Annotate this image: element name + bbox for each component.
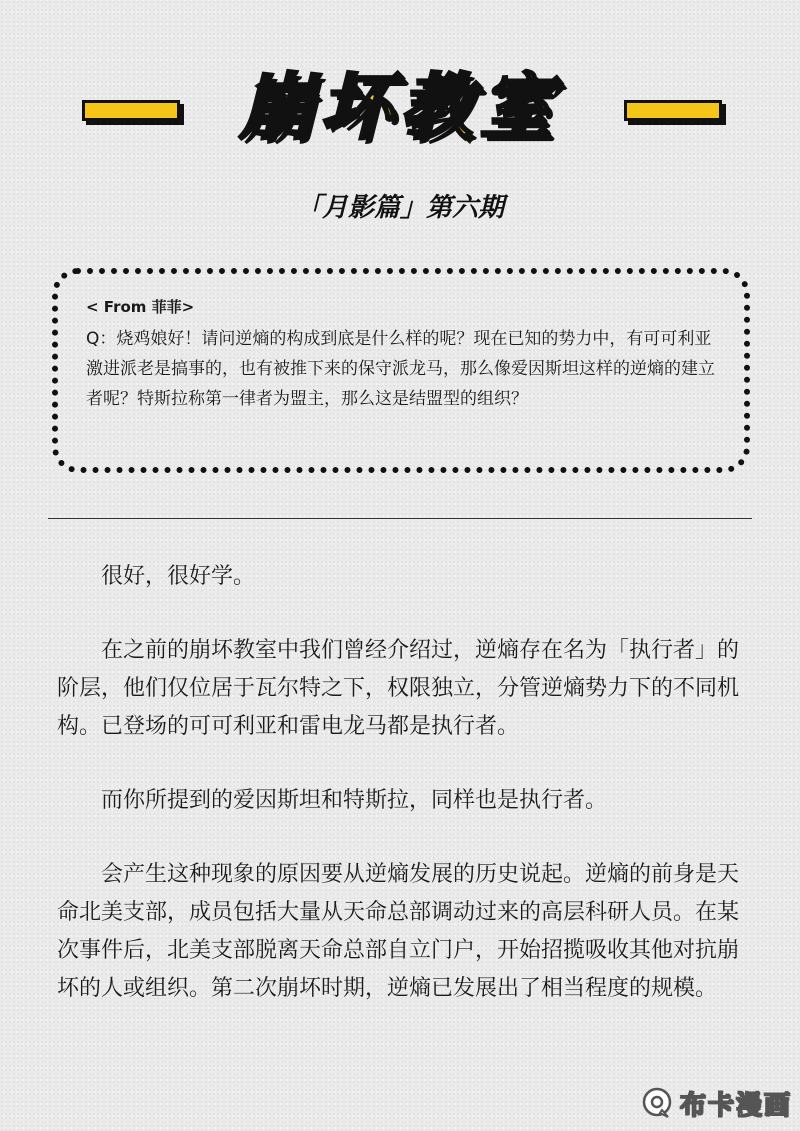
page-subtitle: 「月影篇」第六期 [295, 193, 504, 223]
question-from: < From 菲菲> [86, 298, 195, 316]
question-text: Q：烧鸡娘好！请问逆熵的构成到底是什么样的呢？现在已知的势力中，有可可利亚激进派老是搞事的，也有被推下来的保守派龙马，那么像爱因斯坦这样的逆熵的建立者呢？特斯拉称第一律者为盟主，那么这是结盟型的组织？ [86, 329, 715, 409]
question-box [52, 268, 750, 473]
watermark-text: 布卡漫画 [679, 1090, 792, 1121]
header [0, 62, 800, 152]
answer-paragraph: 会产生这种现象的原因要从逆熵发展的历史说起。逆熵的前身是天命北美支部，成员包括大量从天命总部调动过来的高层科研人员。在某次事件后，北美支部脱离天命总部自立门户，开始招揽吸收其他对抗崩坏的人或组织。第二次崩坏时期，逆熵已发展出了相当程度的规模。 [57, 862, 740, 1001]
answer-paragraph: 在之前的崩坏教室中我们曾经介绍过，逆熵存在名为「执行者」的阶层，他们仅位居于瓦尔特之下，权限独立，分管逆熵势力下的不同机构。已登场的可可利亚和雷电龙马都是执行者。 [57, 638, 740, 739]
section-divider [48, 518, 752, 519]
answer-body [57, 558, 747, 1044]
watermark [640, 1083, 792, 1123]
answer-paragraph: 而你所提到的爱因斯坦和特斯拉，同样也是执行者。 [101, 788, 608, 813]
page-title: 崩坏教室 [239, 65, 560, 149]
answer-paragraph: 很好，很好学。 [101, 564, 256, 589]
title-right-dash [624, 100, 722, 121]
bubble-logo-icon [640, 1086, 674, 1120]
